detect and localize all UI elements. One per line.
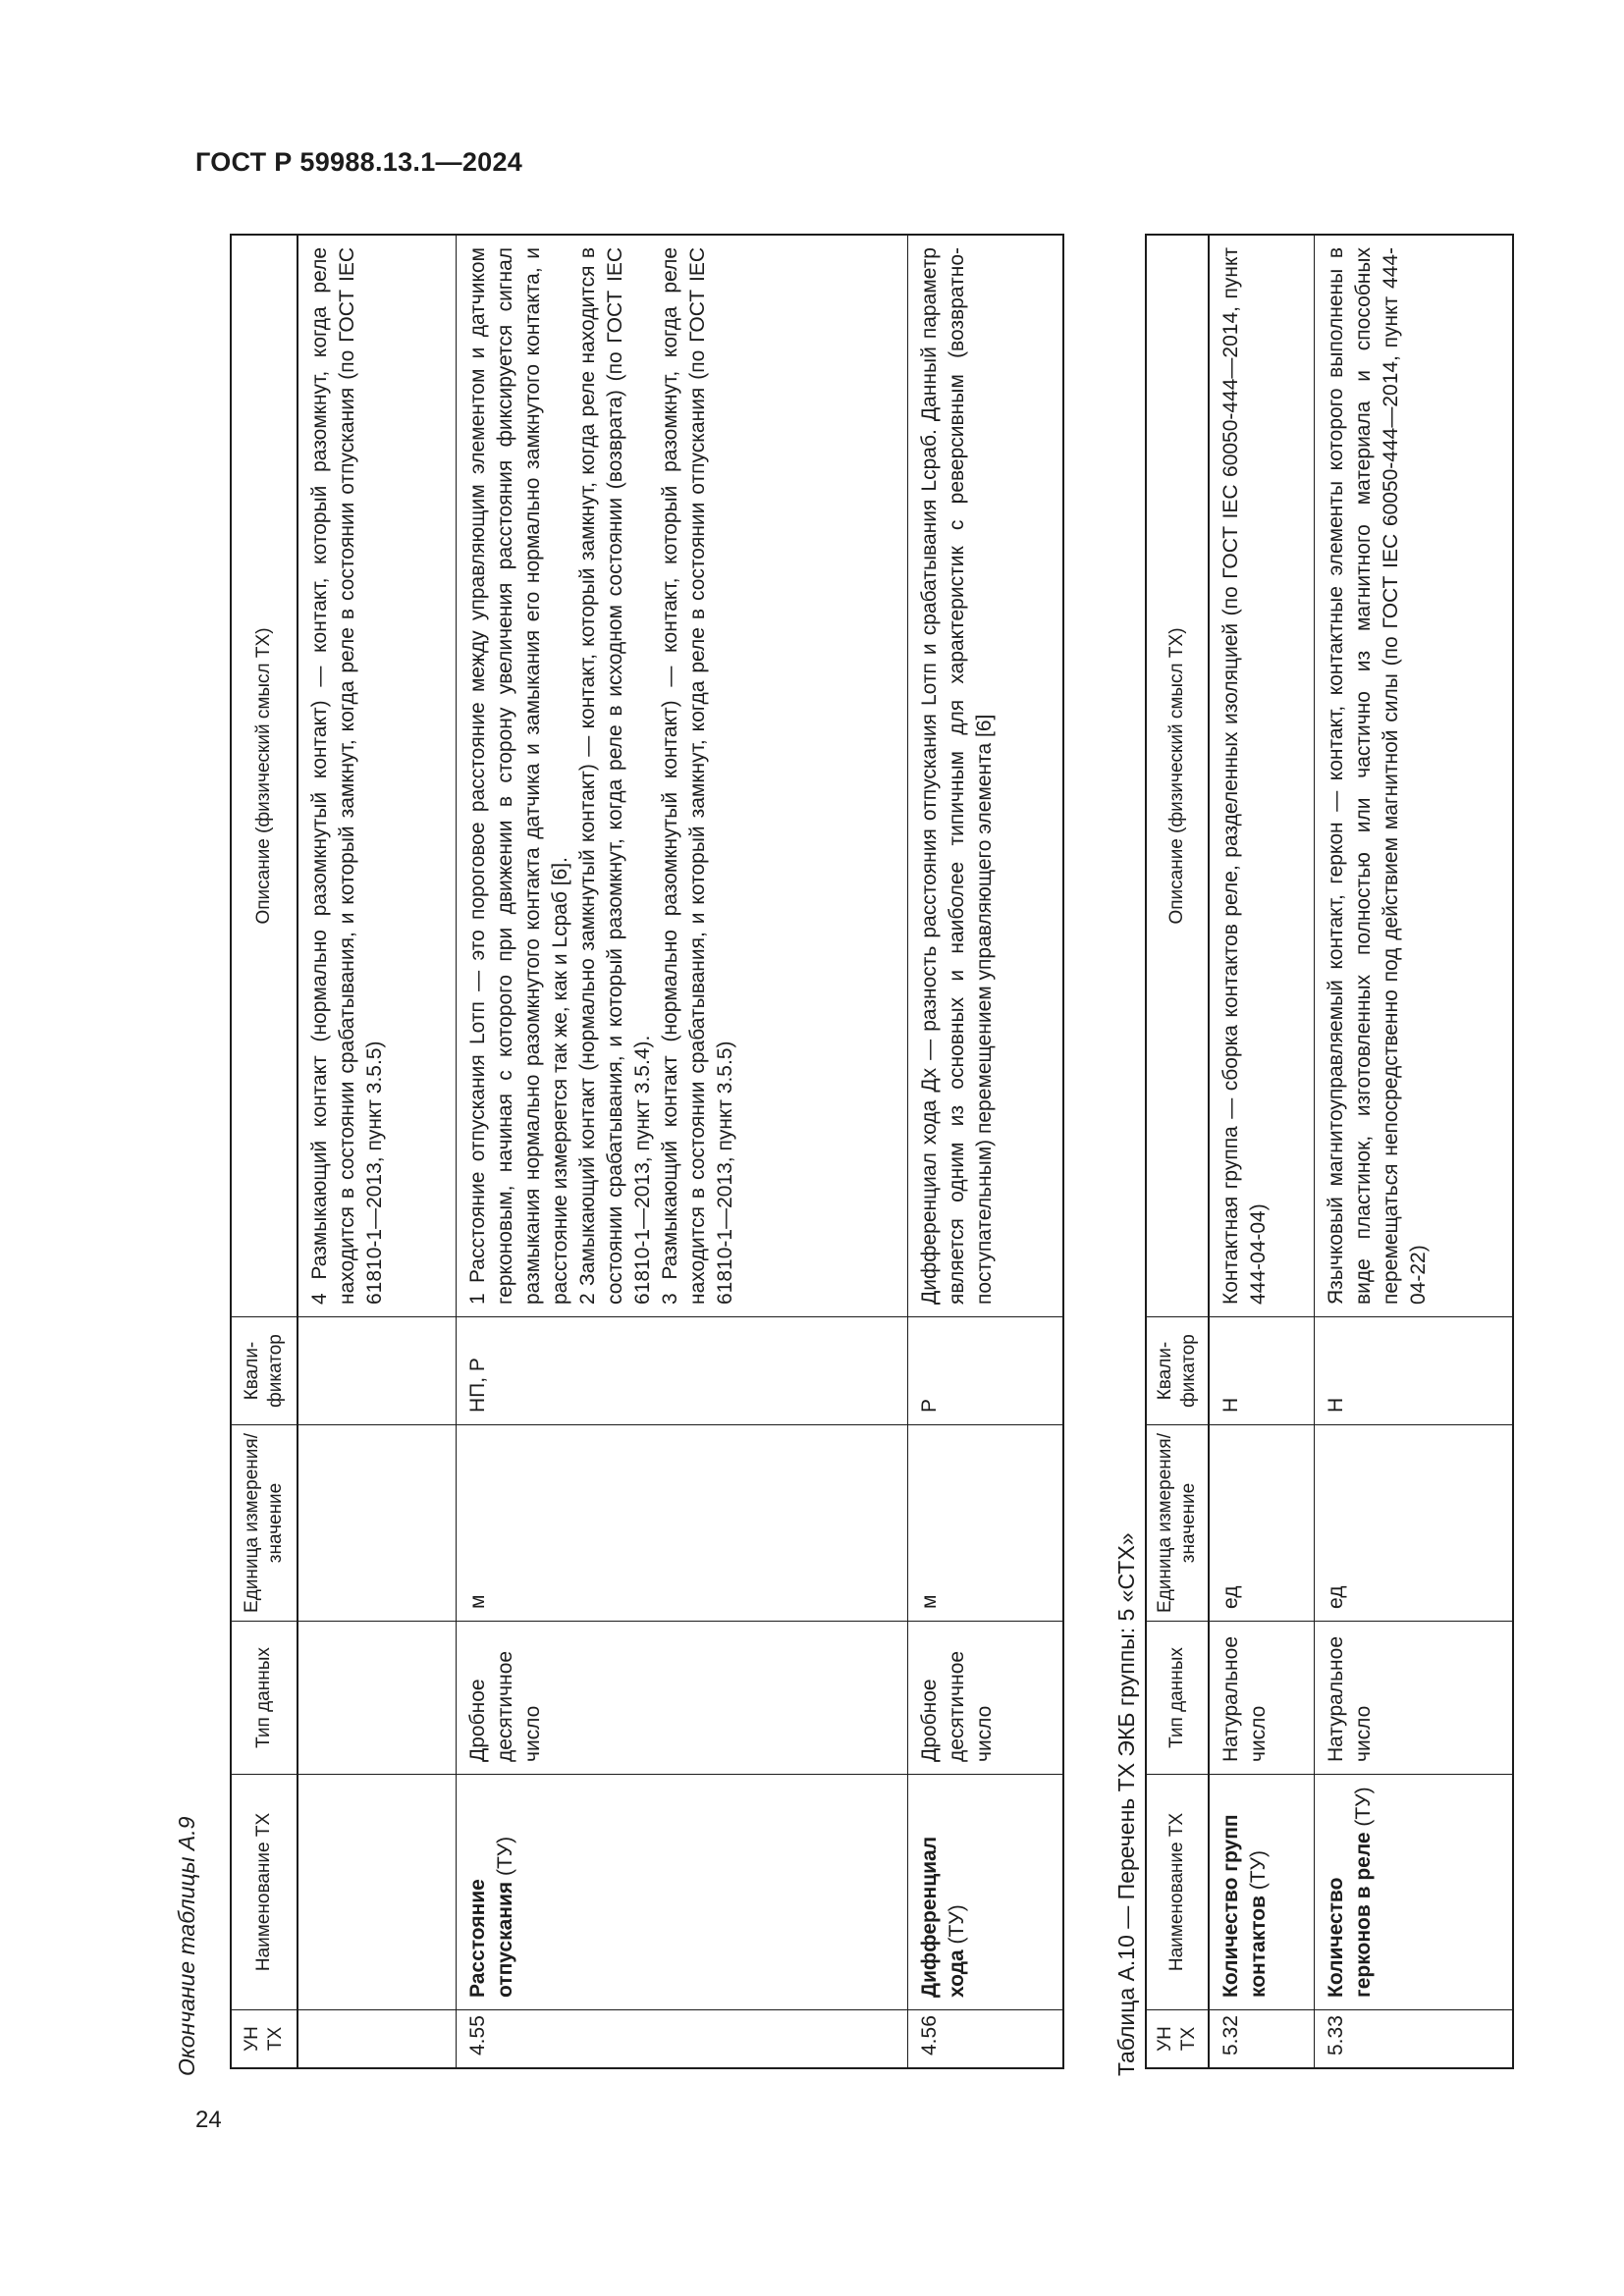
row-id: 4.55 [466,2015,489,2056]
col-header: Тип данных [232,1622,297,1775]
table-row [456,236,907,2067]
table-row [1210,236,1314,2067]
row-qualifier: Н [1210,1317,1314,1425]
document-code: ГОСТ Р 59988.13.1—2024 [195,147,523,177]
row-unit [298,1425,456,1622]
table1 [230,234,1064,2069]
row-id: 4.56 [918,2015,941,2056]
row-id: 5.33 [1325,2015,1347,2056]
col-header: УН ТХ [1155,2026,1199,2052]
row-unit: ед [1315,1425,1512,1622]
row-description: 1 Расстояние отпускания Lотп — это пороговое расстояние между управляющим элементом и датчиком герконовым, начиная с которого при движении в сторону увеличения расстояния фиксируется сигнал размыкания нормально разомкнутого контакта датчика и замыкания его нормально замкнутого контакта, и расстояние измеряется так же, как и Lсраб [6]. 2 Замыкающий контакт (нормально замкнутый контакт) — контакт, который замкнут, когда реле находится в состоянии срабатывания, и который разомкнут, когда реле в исходном состоянии (возврата) (по ГОСТ IEC 61810-1—2013, пункт 3.5.4). 3 Размыкающий контакт (нормально разомкнутый контакт) — контакт, который разомкнут, когда реле находится в состоянии срабатывания, и который замкнут, когда реле в состоянии отпускания (по ГОСТ IEC 61810-1—2013, пункт 3.5.5) [457,236,907,1317]
row-qualifier [298,1317,456,1425]
row-description: 4 Размыкающий контакт (нормально разомкнутый контакт) — контакт, который разомкнут, когда реле находится в состоянии срабатывания, и который замкнут, когда реле в состоянии отпускания (по ГОСТ IEC 61810-1—2013, пункт 3.5.5) [298,236,456,1317]
row-name: Количество герконов в реле (ТУ) [1315,1775,1512,2010]
row-type: Натуральное число [1315,1622,1512,1775]
table-row [298,236,456,2067]
row-name [298,1775,456,2010]
row-type: Натуральное число [1210,1622,1314,1775]
col-header: Наименование ТХ [1147,1775,1208,2010]
col-header: Квали- фикатор [1147,1317,1208,1425]
row-qualifier: НП, Р [457,1317,907,1425]
row-unit: м [457,1425,907,1622]
col-header: Описание (физический смысл ТХ) [1147,236,1208,1317]
row-name: Дифференциал хода (ТУ) [908,1775,1062,2010]
col-header: Квали- фикатор [232,1317,297,1425]
col-header: Описание (физический смысл ТХ) [232,236,297,1317]
table2-caption: Таблица А.10 — Перечень ТХ ЭКБ группы: 5 «СТХ» [1113,1532,1139,2076]
col-header: УН ТХ [242,2026,286,2052]
table1-header-row [232,236,298,2067]
row-type: Дробное десятичное число [457,1622,907,1775]
row-id [298,2010,456,2067]
col-header: Единица измерения/ значение [232,1425,297,1622]
row-description: Контактная группа — сборка контактов реле, разделенных изоляцией (по ГОСТ IEC 60050-444—2014, пункт 444-04-04) [1210,236,1314,1317]
row-description: Дифференциал хода Дх — разность расстояния отпускания Lотп и срабатывания Lсраб. Данный параметр является одним из основных и наиболее типичным для характеристик с реверсивным (возвратно-поступательным) перемещением управляющего элемента [6] [908,236,1062,1317]
table2 [1145,234,1514,2069]
col-header: Единица измерения/ значение [1147,1425,1208,1622]
table-row [1314,236,1512,2067]
row-unit: ед [1210,1425,1314,1622]
table-row [907,236,1062,2067]
row-type: Дробное десятичное число [908,1622,1062,1775]
row-id: 5.32 [1219,2015,1242,2056]
row-type [298,1622,456,1775]
row-qualifier: Н [1315,1317,1512,1425]
row-description: Язычковый магнитоуправляемый контакт, геркон — контакт, контактные элементы которого выполнены в виде пластинок, изготовленных полностью или частично из магнитного материала и способных перемещаться непосредственно под действием магнитной силы (по ГОСТ IEC 60050-444—2014, пункт 444-04-22) [1315,236,1512,1317]
col-header: Наименование ТХ [232,1775,297,2010]
table2-header-row [1147,236,1210,2067]
row-unit: м [908,1425,1062,1622]
table1-caption: Окончание таблицы А.9 [174,1816,199,2076]
col-header: Тип данных [1147,1622,1208,1775]
page-number: 24 [195,2107,222,2133]
row-name: Количество групп контактов (ТУ) [1210,1775,1314,2010]
row-qualifier: Р [908,1317,1062,1425]
row-name: Расстояние отпускания (ТУ) [457,1775,907,2010]
